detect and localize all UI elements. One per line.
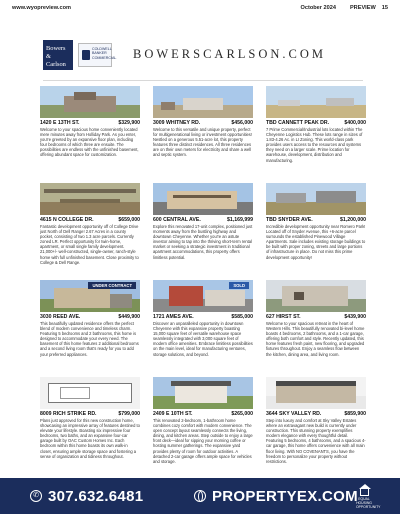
listing-card[interactable] [153, 280, 253, 376]
listing-description: Welcome to your spacious retreat in the heart of Western Hills. This beautifully renovated bi-level home boasts 4 bedrooms, 2 bathrooms, and a 1-car garage, offering both comfort and style. Recently updated, this home features fresh paint, new flooring, and upgraded fixtures throughout. Enjoy a seamless flow between the kitchen, dining area, and living room. [266, 321, 365, 357]
listing-card[interactable] [266, 183, 366, 279]
coldwell-banker-logo: COLDWELL BANKER COMMERCIAL [78, 43, 112, 67]
listing-photo [266, 377, 366, 409]
listing-photo [153, 377, 253, 409]
listing-price: $456,000 [231, 120, 253, 126]
phone-number[interactable]: 307.632.6481 [48, 488, 144, 505]
listing-address: 3644 SKY VALLEY RD. [266, 411, 322, 417]
website-link[interactable]: PROPERTYEX.COM [212, 488, 358, 505]
listing-description: Plans just approved for this new construction home, showcasing an impressive array of features destined to elevate your lifestyle. Boasting six impressive four bedrooms, two baths, and an expansive four-car garage built by OAC Custom Homes Inc. Each bedroom within this home boasts its own walk-in closet, ensuring ample storage space and fostering a sense of organization and tidiness throughout. [40, 418, 140, 459]
listing-photo [153, 280, 253, 312]
listing-photo [266, 86, 366, 118]
house-icon [360, 489, 369, 496]
issue-date: October 2024 [300, 5, 336, 11]
phone-icon: ✆ [30, 490, 42, 502]
under-contract-badge: UNDER CONTRACT [88, 282, 136, 289]
listing-price: $265,000 [231, 411, 253, 417]
page-header [0, 0, 400, 16]
listing-card[interactable] [153, 183, 253, 279]
listing-price: $585,000 [231, 314, 253, 320]
listing-address: 627 HIRST ST. [266, 314, 301, 320]
brand-url[interactable]: BOWERSCARLSON.COM [133, 47, 327, 61]
listing-photo [40, 377, 140, 409]
listing-description: Welcome to this versatile and unique property, perfect for multigenerational living or investment opportunities! Nestled on a generous 5.51-acre lot, this property features three distinct residences. All three residences are on their own meters for electricity and share a well and septic system. [153, 127, 252, 158]
listing-address: 3030 REED AVE. [40, 314, 81, 320]
listing-address: 2409 E 10TH ST. [153, 411, 193, 417]
page-number: 15 [381, 5, 388, 11]
listing-description: Discover an unparalleled opportunity in downtown Cheyenne with this expansive property boasting 15,000 square feet of versatile warehouse space seamlessly integrated with 3,000 square feet of modern office amenities. Embrace limitless possibilities on the main level, ideal for manufacturing ventures, storage solutions, and beyond. [153, 321, 253, 357]
equal-housing-logo: EQUAL HOUSING OPPORTUNITY [356, 489, 372, 509]
globe-icon [194, 490, 206, 502]
listing-price: $400,000 [344, 120, 366, 126]
sold-badge: SOLD [229, 282, 249, 289]
listing-address: 8009 RICH STRIKE RD. [40, 411, 97, 417]
listing-price: $859,900 [344, 411, 366, 417]
listing-photo [40, 86, 140, 118]
listing-card[interactable] [153, 377, 253, 473]
listings-grid [40, 86, 366, 472]
listing-address: 1420 E 13TH ST. [40, 120, 80, 126]
brand-header [43, 37, 363, 81]
listing-photo [153, 183, 253, 215]
listing-photo [40, 280, 140, 312]
listing-photo [266, 280, 366, 312]
listing-card[interactable] [266, 280, 366, 376]
section-name: PREVIEW [349, 5, 376, 11]
listing-photo [40, 183, 140, 215]
listing-card[interactable] [40, 280, 140, 376]
listing-card[interactable] [40, 183, 140, 279]
listing-price: $329,900 [118, 120, 140, 126]
site-url[interactable]: www.wyopreview.com [12, 5, 71, 11]
listing-address: 600 CENTRAL AVE. [153, 217, 201, 223]
listing-address: 4615 N COLLEGE DR. [40, 217, 94, 223]
listing-description: Incredible development opportunity near Romero Park! Located off of Snyder Avenue, this +6-acre parcel surrounds the established Pinewood Village Apartments. Sale includes existing storage buildings to be built with proper zoning, streets and large portions of infrastructure in place. Do not miss this prime development opportunity! [266, 224, 366, 260]
listing-price: $439,900 [344, 314, 366, 320]
listing-price: $449,900 [118, 314, 140, 320]
listing-description: This renovated 2-bedroom, 1-bathroom home combines cozy comfort with modern convenience. The open concept layout seamlessly connects the living, dining, and kitchen areas. Step outside to enjoy a large front deck—ideal for sipping your morning coffee or hosting summer gatherings. The expansive yard provides plenty of room for outdoor activities. A detached 2-car garage offers ample space for vehicles and storage. [153, 418, 253, 464]
listing-card[interactable] [40, 377, 140, 473]
contact-footer [0, 478, 400, 514]
listing-card[interactable] [153, 86, 253, 182]
listing-description: 7 Prime Commercial/Industrial lots located within The Cheyenne Logistics Hub. These lots range in sizes of 1.83-4.26 Ac. in LI Zoning. This world-class park provides users access to the resources and systems they need on a larger scale. Prime location for warehouse, development, distribution and manufacturing. [266, 127, 363, 163]
listing-photo [153, 86, 253, 118]
listing-description: Explore this renovated 17-unit complex, positioned just moments away from the bustling highway and downtown Cheyenne. Whether you're an astute investor aiming to tap into the thriving short-term rental market or seeking a strategic investment in traditional apartment accommodations, this property offers limitless potential. [153, 224, 253, 260]
listing-description: Fantastic development opportunity off of College Drive just North of Dell Range! 2.67 Acres in a county pocket, consisting of two 1.3 acre parcels. Currently zoned LR. Perfect opportunity for twin-home, apartment, or small single family development. 21,000+/- well-constructed, single-owner, ranch-style home with full unfinished basement. Close proximity to College & Dell Range. [40, 224, 139, 265]
listing-description: Step into luxury and comfort at Sky Valley Estates where an extravagant new build is currently under construction. This stunning property exemplifies modern elegance with every thoughtful detail. Featuring 5 bedrooms, 4 bathrooms, and a spacious 4-car garage, this home offers convenience with all main floor living. With NO COVENANTS, you have the freedom to personalize your property without restrictions. [266, 418, 366, 464]
listing-price: $1,200,000 [340, 217, 366, 223]
listing-address: 1721 AMES AVE. [153, 314, 194, 320]
listing-price: $799,000 [118, 411, 140, 417]
listing-card[interactable] [266, 86, 366, 182]
listing-description: This beautifully updated residence offers the perfect blend of modern convenience and timeless charm. Featuring 5 bedrooms and 2 bathrooms, this home is designed to accommodate your every need. The basement of this home features 2 additional bedrooms and a second living room that's ready for you to add your preferred appliances. [40, 321, 139, 357]
coldwell-banker-icon [82, 50, 90, 60]
listing-card[interactable] [40, 86, 140, 182]
listing-address: 3009 WHITNEY RD. [153, 120, 201, 126]
listing-address: TBD CANNETT PEAK DR. [266, 120, 330, 126]
listing-photo [266, 183, 366, 215]
listing-price: $1,169,999 [227, 217, 253, 223]
listing-price: $659,000 [118, 217, 140, 223]
listing-description: Welcome to your spacious home conveniently located mere minutes away from Holliday Park. As you enter, you're greeted by an expansive floor plan, including four bedrooms of which three are ensuite. The possibilities are endless with the unfinished basement, offering abundant space for customization. [40, 127, 139, 158]
listing-card[interactable] [266, 377, 366, 473]
bowers-carlson-logo: Bowers & Carlson [43, 40, 73, 70]
listing-address: TBD SNYDER AVE. [266, 217, 313, 223]
